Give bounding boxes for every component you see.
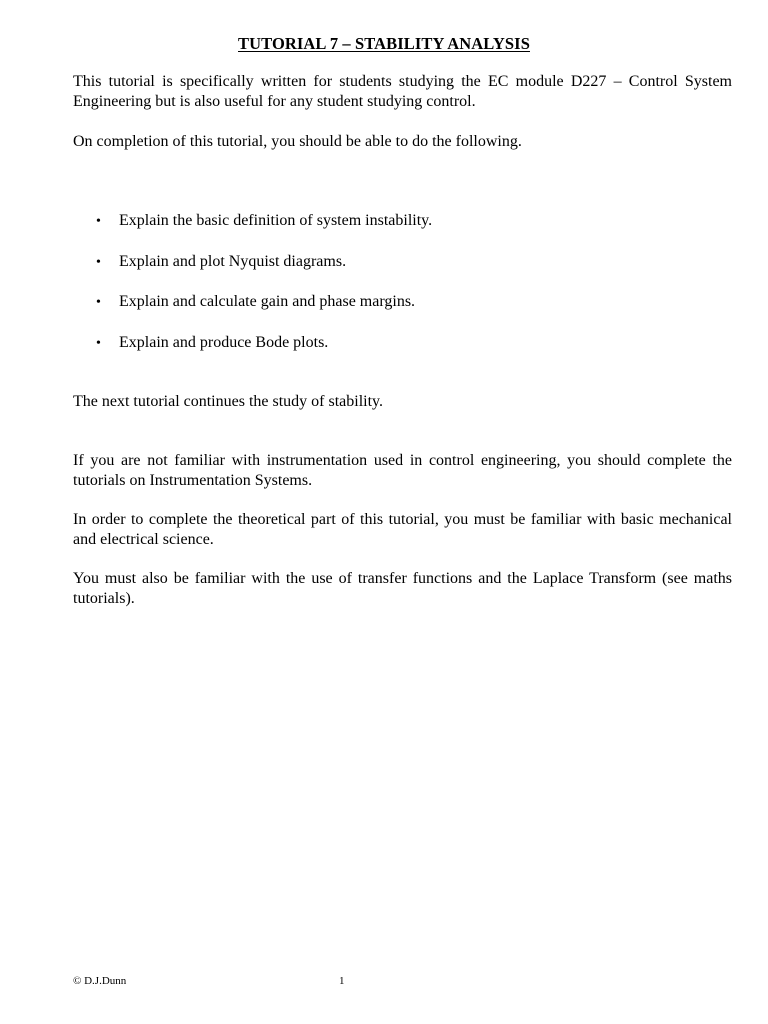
list-item <box>96 211 432 232</box>
prereq-maths-paragraph: You must also be familiar with the use of transfer functions and the Laplace Transform (see maths tutorials). <box>73 570 732 607</box>
objective-text: Explain the basic definition of system instability. <box>119 212 433 229</box>
prereq-science-paragraph: In order to complete the theoretical part of this tutorial, you must be familiar with basic mechanical and electrical science. <box>73 511 732 548</box>
page-number: 1 <box>339 975 345 987</box>
bullet-icon: • <box>96 214 101 229</box>
objective-text: Explain and calculate gain and phase margins. <box>119 293 416 310</box>
prereq-instrumentation-paragraph: If you are not familiar with instrumentation used in control engineering, you should complete the tutorials on Instrumentation Systems. <box>73 452 732 489</box>
bullet-icon: • <box>96 336 101 351</box>
next-tutorial-paragraph: The next tutorial continues the study of stability. <box>73 393 384 410</box>
list-item <box>96 292 415 313</box>
bullet-icon: • <box>96 295 101 310</box>
objective-text: Explain and plot Nyquist diagrams. <box>119 253 347 270</box>
footer-copyright: © D.J.Dunn <box>73 975 127 987</box>
intro-paragraph: This tutorial is specifically written for students studying the EC module D227 – Control System Engineering but is also useful for any student studying control. <box>73 73 732 110</box>
completion-statement: On completion of this tutorial, you should be able to do the following. <box>73 133 522 150</box>
objective-text: Explain and produce Bode plots. <box>119 334 329 351</box>
page-title: TUTORIAL 7 – STABILITY ANALYSIS <box>238 34 530 53</box>
bullet-icon: • <box>96 255 101 270</box>
list-item <box>96 333 328 354</box>
list-item <box>96 252 346 273</box>
